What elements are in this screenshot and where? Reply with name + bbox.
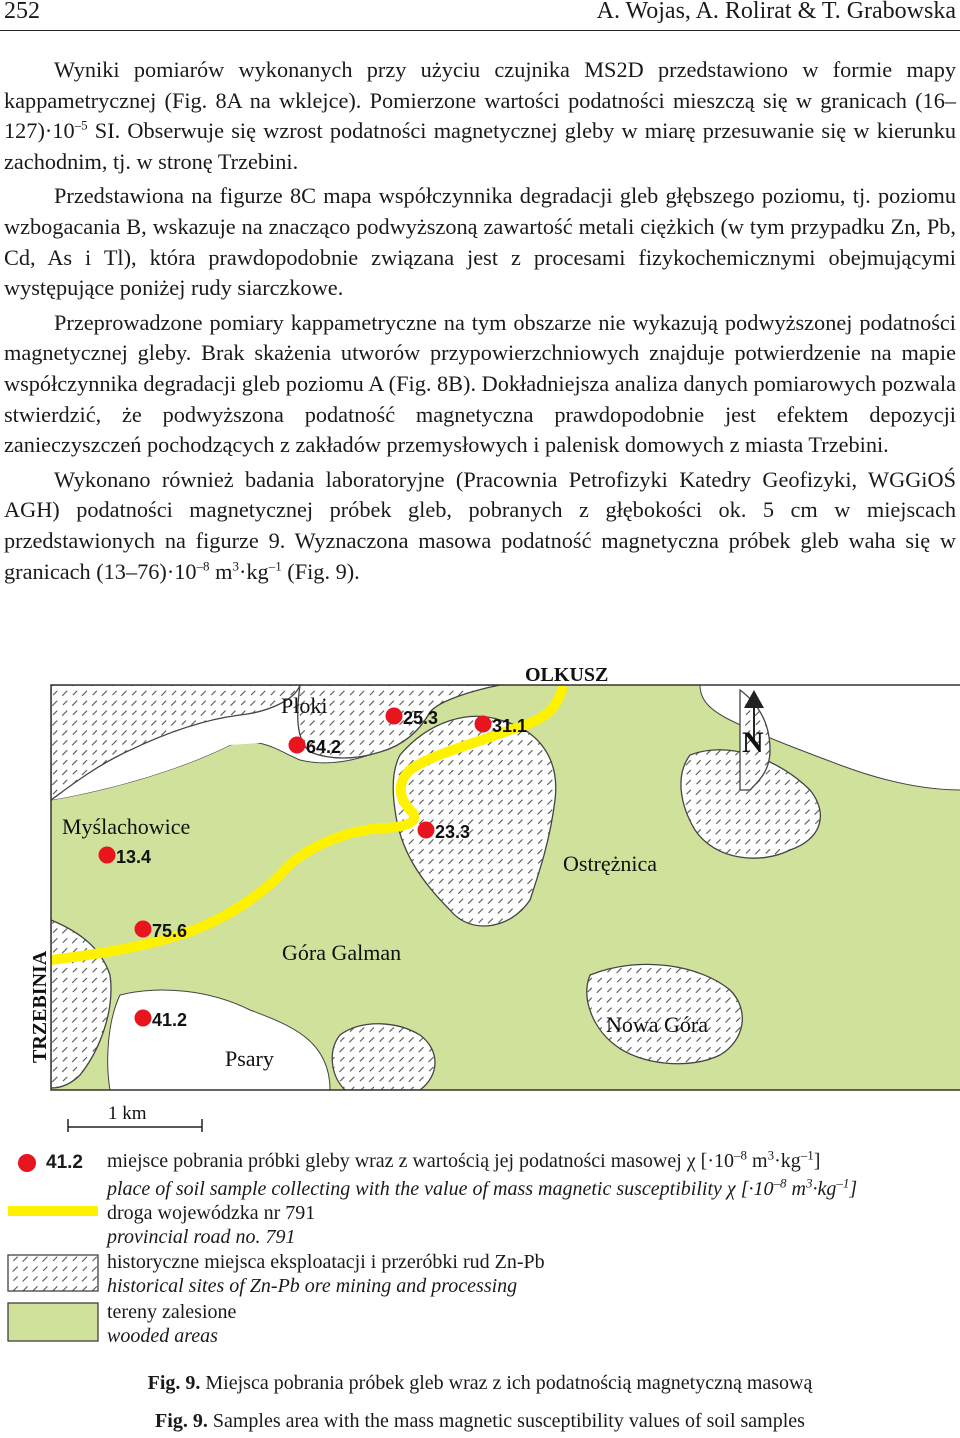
paragraph-4: Wykonano również badania laboratoryjne (Pracownia Petrofizyki Katedry Geofizyki, WGGiOŚ AGH) podatności magnetycznej próbek gleb, pobranych z głębokości ok. 5 cm w miejscach przedstawionych na figurze 9. Wyznaczona masowa podatność magnetyczna próbek gleb waha się w granicach $(13-76)\cdot 10^{-8}$ $m^3\cdot kg^{-1}$ (Fig. 9). bbox=[4, 466, 956, 584]
sample-marker bbox=[99, 847, 116, 864]
place-ploki: Płoki bbox=[281, 693, 328, 718]
paragraph-1: Wyniki pomiarów wykonanych przy użyciu czujnika MS2D przedstawiono w formie mapy kappametrycznej (Fig. 8A na wklejce). Pomierzone wartości podatności mieszczą się w granicach $(16-127)\cdot 10^{-5}$ SI. Obserwuje się wzrost podatności magnetycznej gleby w miarę przesuwanie się w kierunku zachodnim, tj. w stronę Trzebini. bbox=[4, 57, 956, 174]
legend-mining-box bbox=[8, 1255, 98, 1291]
legend-mining-pl: historyczne miejsca eksploatacji i przeróbki rud Zn-Pb bbox=[107, 1251, 545, 1273]
sample-value: 41.2 bbox=[152, 1010, 188, 1030]
legend-sample-value: 41.2 bbox=[46, 1152, 83, 1173]
place-nowa-gora: Nowa Góra bbox=[606, 1012, 709, 1037]
running-authors: A. Wojas, A. Rolirat & T. Grabowska bbox=[596, 0, 956, 24]
scale-label: 1 km bbox=[108, 1103, 147, 1124]
legend-road-en: provincial road no. 791 bbox=[107, 1226, 296, 1248]
sample-marker bbox=[289, 737, 306, 754]
sample-marker bbox=[386, 708, 403, 725]
place-trzebinia: TRZEBINIA bbox=[29, 950, 51, 1063]
place-olkusz: OLKUSZ bbox=[525, 664, 609, 686]
page-header bbox=[0, 0, 960, 31]
article-body bbox=[4, 55, 956, 587]
figure-caption-en: Fig. 9. Samples area with the mass magnetic susceptibility values of soil samples bbox=[155, 1410, 805, 1432]
sample-map-figure bbox=[0, 655, 960, 1135]
sample-value: 31.1 bbox=[492, 716, 528, 736]
sample-value: 25.3 bbox=[403, 708, 439, 728]
paragraph-3: Przeprowadzone pomiary kappametryczne na tym obszarze nie wykazują podwyższonej podatności magnetycznej gleby. Brak skażenia utworów przypowierzchniowych znajduje potwierdzenie na mapie współczynnika degradacji gleb poziomu A (Fig. 8B). Dokładniejsza analiza danych pomiarowych pozwala stwierdzić, że podwyższona podatność magnetyczna prawdopodobnie jest efektem depozycji zanieczyszczeń pochodzących z zakładów przemysłowych i palenisk domowych z miasta Trzebini. bbox=[4, 309, 956, 458]
sample-marker bbox=[135, 1010, 152, 1027]
legend-forest-box bbox=[8, 1303, 98, 1341]
sample-value: 64.2 bbox=[306, 737, 342, 757]
sample-value: 13.4 bbox=[116, 847, 152, 867]
place-myslachowice: Myślachowice bbox=[62, 814, 191, 839]
legend-sample-marker bbox=[18, 1154, 36, 1172]
legend-road-line bbox=[8, 1206, 98, 1216]
map-legend bbox=[0, 1140, 960, 1350]
legend-road-pl: droga wojewódzka nr 791 bbox=[107, 1202, 316, 1224]
place-gora-galman: Góra Galman bbox=[282, 940, 402, 965]
page-number: 252 bbox=[4, 0, 40, 24]
sample-value: 23.3 bbox=[435, 822, 471, 842]
legend-forest-pl: tereny zalesione bbox=[107, 1301, 237, 1323]
sample-marker bbox=[418, 822, 435, 839]
north-label: N bbox=[742, 726, 764, 759]
legend-sample-en: place of soil sample collecting with the value of mass magnetic susceptibility χ [$\cdot 10^{-8}$ $m^3\cdot kg^{-1}$] bbox=[107, 1175, 858, 1200]
sample-value: 75.6 bbox=[152, 921, 188, 941]
paragraph-2: Przedstawiona na figurze 8C mapa współczynnika degradacji gleb głębszego poziomu, tj. poziomu wzbogacania B, wskazuje na znacząco podwyższoną zawartość metali ciężkich (w tym przypadku Zn, Pb, Cd, As i Tl), która prawdopodobnie związana jest z procesami fizykochemicznymi obejmującymi występujące poniżej rudy siarczkowe. bbox=[4, 183, 956, 301]
sample-marker bbox=[475, 716, 492, 733]
legend-mining-en: historical sites of Zn-Pb ore mining and processing bbox=[107, 1275, 518, 1297]
place-psary: Psary bbox=[225, 1046, 274, 1071]
legend-sample-pl: miejsce pobrania próbki gleby wraz z wartością jej podatności masowej χ [$\cdot 10^{-8}$ $m^3\cdot kg^{-1}$] bbox=[107, 1147, 821, 1172]
legend-forest-en: wooded areas bbox=[107, 1325, 218, 1347]
place-ostreznica: Ostrężnica bbox=[563, 851, 658, 876]
sample-marker bbox=[135, 921, 152, 938]
figure-caption-pl: Fig. 9. Miejsca pobrania próbek gleb wraz z ich podatnością magnetyczną masową bbox=[147, 1372, 813, 1394]
scale-bar bbox=[68, 1103, 202, 1132]
